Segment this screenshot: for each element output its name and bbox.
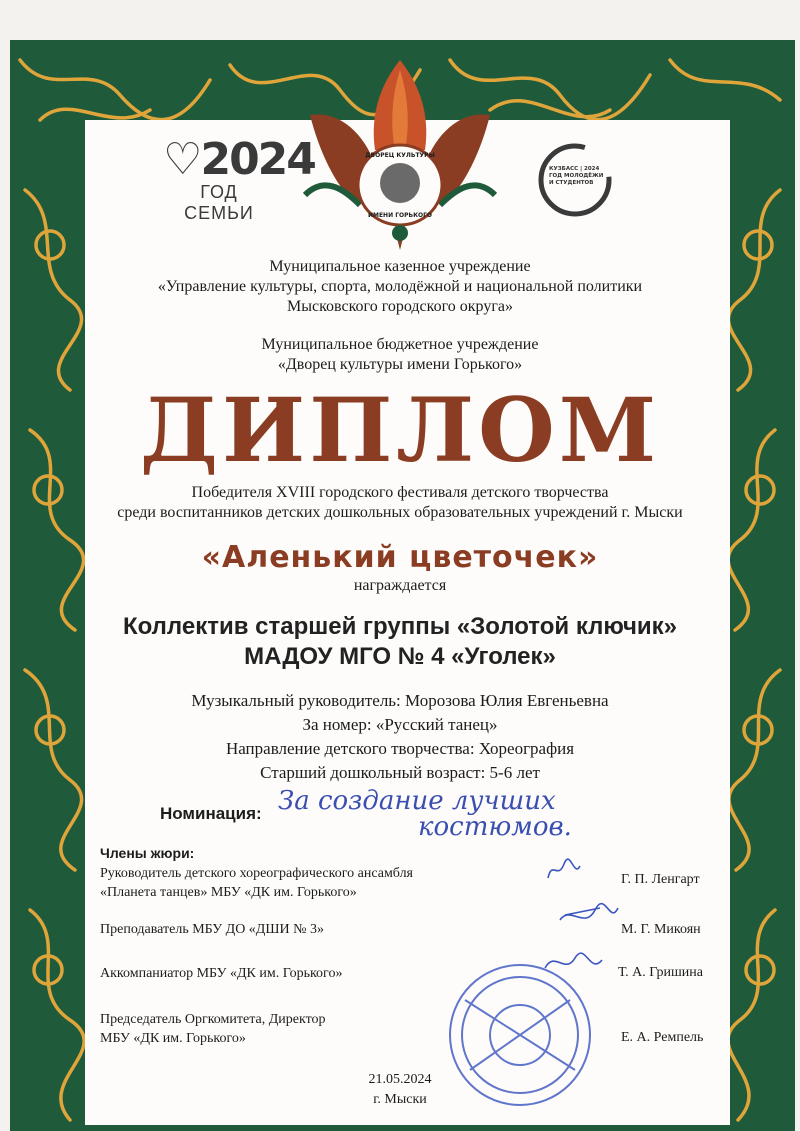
nomination-handwritten-1: За создание лучших (278, 786, 556, 816)
festival-name: «Аленький цветочек» (201, 540, 599, 575)
recipient (0, 612, 800, 672)
kuzbass-line-3: И СТУДЕНТОВ (549, 180, 594, 186)
festival-description (0, 483, 800, 523)
issuer-primary-line-1: Муниципальное казенное учреждение (269, 258, 531, 275)
age-group: Старший дошкольный возраст: 5-6 лет (260, 763, 540, 782)
logo-caption: ГОД СЕМЬИ (184, 182, 254, 223)
jury-name-3: Т. А. Гришина (618, 965, 703, 980)
jury-role-2: Преподаватель МБУ ДО «ДШИ № 3» (100, 922, 324, 937)
issuer-primary (0, 257, 800, 317)
performance-number: За номер: «Русский танец» (302, 715, 498, 734)
awarded-label: награждается (353, 577, 447, 594)
heart-icon: ♡ (163, 134, 201, 185)
signature-mikoyan (560, 904, 618, 920)
palace-emblem (300, 55, 500, 255)
festival-line-2: среди воспитанников детских дошкольных образовательных учреждений г. Мыски (117, 504, 683, 521)
year-of-family-logo (163, 134, 315, 224)
festival-line-1: Победителя XVIII городского фестиваля детского творчества (191, 484, 609, 501)
nomination-handwritten-2: костюмов. (418, 812, 572, 842)
emblem-top-text: ДВОРЕЦ КУЛЬТУРЫ (365, 152, 435, 159)
kuzbass-youth-logo (535, 140, 615, 220)
music-director: Музыкальный руководитель: Морозова Юлия Евгеньевна (191, 691, 609, 710)
issuer-primary-line-3: Мысковского городского округа» (286, 298, 514, 315)
jury-name-1: Г. П. Ленгарт (621, 872, 700, 887)
jury-role-1: Руководитель детского хореографического ансамбля «Планета танцев» МБУ «ДК им. Горького» (100, 866, 413, 900)
award-details (0, 689, 800, 785)
issuer-secondary-line-2: «Дворец культуры имени Горького» (277, 356, 523, 373)
signature-lengart (548, 859, 580, 878)
issue-city: г. Мыски (373, 1092, 427, 1107)
logo-year: 2024 (200, 134, 315, 185)
jury-name-2: М. Г. Микоян (621, 922, 701, 937)
issue-footer (0, 1070, 800, 1110)
jury-heading: Члены жюри: (100, 845, 195, 861)
creative-direction: Направление детского творчества: Хореография (225, 739, 575, 758)
kuzbass-line-1: КУЗБАСС | 2024 (549, 166, 600, 172)
jury-role-4: Председатель Оргкомитета, Директор МБУ «ДК им. Горького» (100, 1012, 326, 1046)
issue-date: 21.05.2024 (368, 1072, 432, 1087)
nomination-label: Номинация: (160, 804, 262, 823)
issuer-primary-line-2: «Управление культуры, спорта, молодёжной и национальной политики (157, 278, 643, 295)
issuer-secondary-line-1: Муниципальное бюджетное учреждение (261, 336, 539, 353)
jury-role-3: Аккомпаниатор МБУ «ДК им. Горького» (100, 966, 343, 981)
diploma-title: ДИПЛОМ (139, 378, 661, 482)
emblem-bottom-text: ИМЕНИ ГОРЬКОГО (367, 212, 433, 219)
jury-name-4: Е. А. Ремпель (621, 1030, 704, 1045)
kuzbass-line-2: ГОД МОЛОДЁЖИ (549, 173, 604, 179)
issuer-secondary (0, 335, 800, 375)
recipient-line-2: МАДОУ МГО № 4 «Уголек» (244, 643, 556, 670)
recipient-line-1: Коллектив старшей группы «Золотой ключик» (122, 613, 678, 640)
